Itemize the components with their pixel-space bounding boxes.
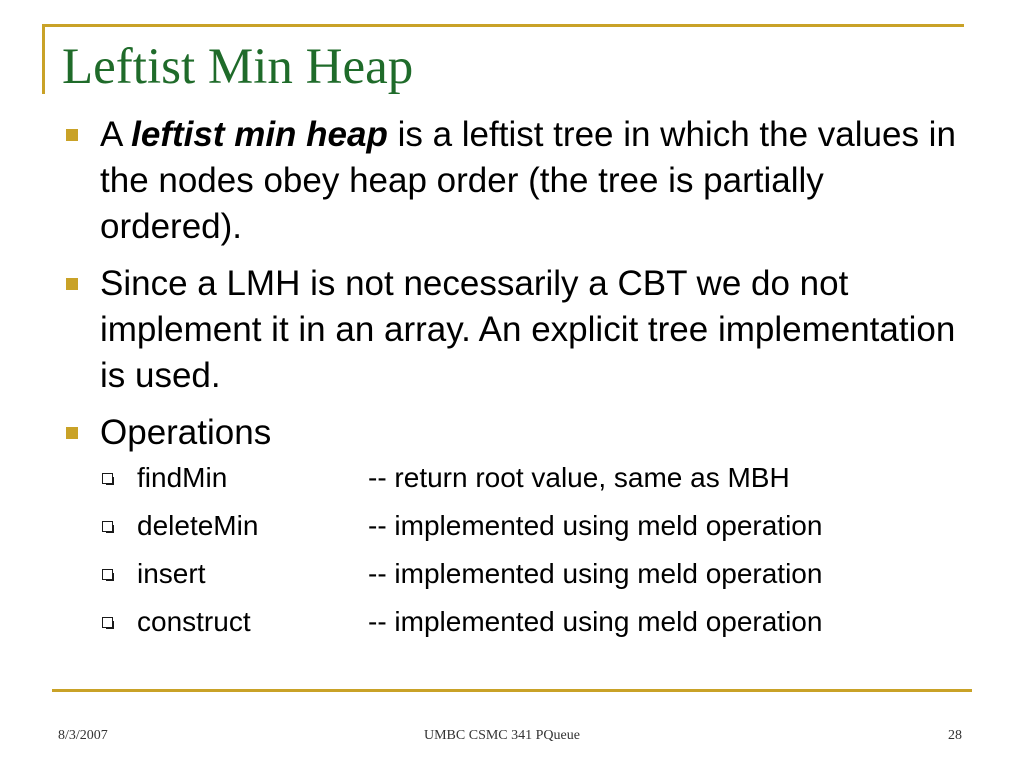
bullet-rest: is a leftist tree in which the values in the nodes obey heap order (the tree is partially ordered). bbox=[100, 115, 956, 246]
operation-row bbox=[60, 508, 960, 556]
square-bullet-icon bbox=[66, 427, 78, 439]
operation-description: -- implemented using meld operation bbox=[368, 510, 823, 541]
operation-name: insert bbox=[137, 558, 206, 589]
operations-list bbox=[60, 460, 960, 652]
operation-row bbox=[60, 604, 960, 652]
operation-row bbox=[60, 556, 960, 604]
operation-description: -- return root value, same as MBH bbox=[368, 462, 790, 493]
hollow-square-bullet-icon bbox=[102, 617, 113, 628]
slide-title: Leftist Min Heap bbox=[62, 39, 414, 95]
bullet-item-implementation bbox=[60, 261, 960, 399]
footer-course-label: UMBC CSMC 341 PQueue bbox=[424, 728, 580, 743]
hollow-square-bullet-icon bbox=[102, 521, 113, 532]
square-bullet-icon bbox=[66, 129, 78, 141]
footer-page-number: 28 bbox=[948, 728, 962, 743]
footer-date: 8/3/2007 bbox=[58, 728, 108, 743]
bullet-emphasis: leftist min heap bbox=[131, 115, 388, 154]
slide-content bbox=[60, 112, 960, 652]
bullet-item-definition bbox=[60, 112, 960, 250]
square-bullet-icon bbox=[66, 278, 78, 290]
operation-name: construct bbox=[137, 606, 251, 637]
operation-name: deleteMin bbox=[137, 510, 259, 541]
bullet-item-operations bbox=[60, 410, 960, 456]
operation-name: findMin bbox=[137, 462, 228, 493]
frame-left-line bbox=[42, 24, 45, 94]
bullet-prefix: A bbox=[100, 115, 132, 154]
operation-description: -- implemented using meld operation bbox=[368, 606, 823, 637]
operation-row bbox=[60, 460, 960, 508]
bullet-text: Since a LMH is not necessarily a CBT we do not implement it in an array. An explicit tree implementation is used. bbox=[100, 264, 956, 395]
bullet-text: Operations bbox=[100, 413, 272, 452]
hollow-square-bullet-icon bbox=[102, 569, 113, 580]
operation-description: -- implemented using meld operation bbox=[368, 558, 823, 589]
hollow-square-bullet-icon bbox=[102, 473, 113, 484]
frame-top-line bbox=[42, 24, 964, 27]
footer-divider-line bbox=[52, 689, 972, 692]
